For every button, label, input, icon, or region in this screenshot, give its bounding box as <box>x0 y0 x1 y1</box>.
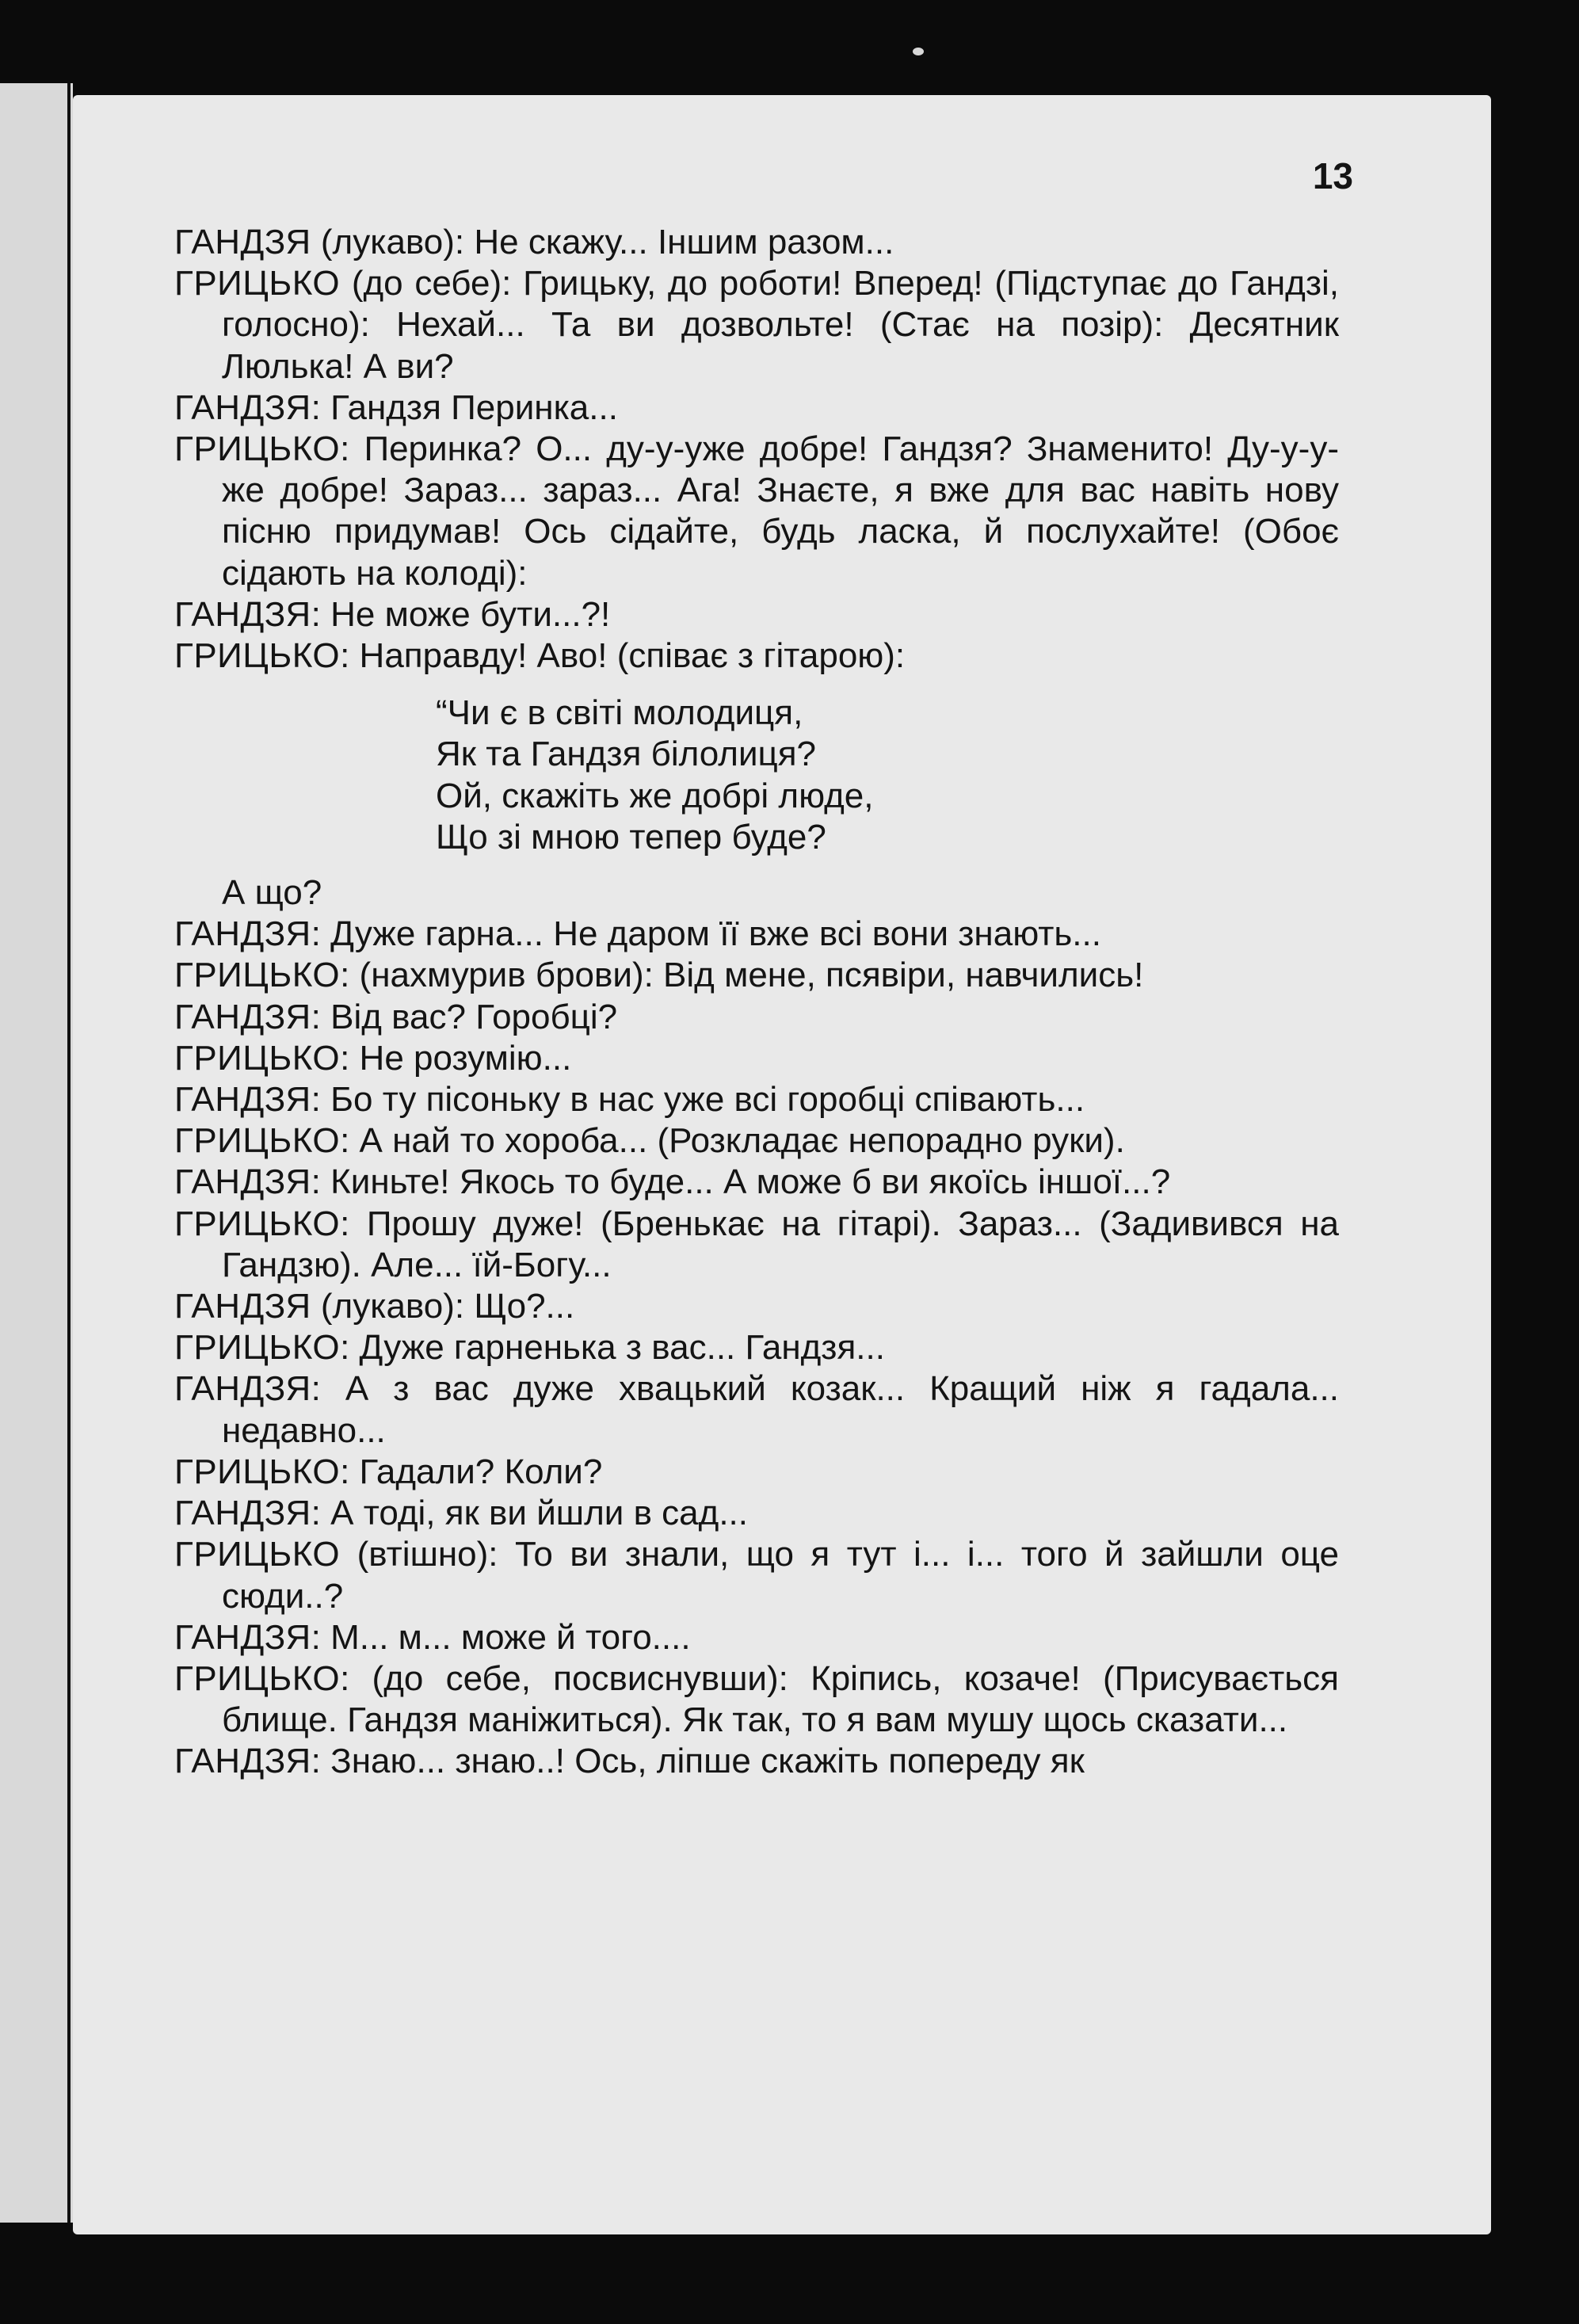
after-song-line: А що? <box>222 873 322 913</box>
dialogue-after-song <box>174 914 1339 1782</box>
dialogue-text: : (нахмурив брови): Від мене, псявіри, навчились! <box>340 956 1144 995</box>
dialogue-line <box>174 429 1339 594</box>
speaker-name: ГРИЦЬКО <box>174 1328 341 1368</box>
dialogue-line <box>174 1162 1339 1203</box>
dialogue-text: : Бо ту пісоньку в нас уже всі горобці співають... <box>311 1080 1085 1120</box>
dialogue-line <box>174 1368 1339 1451</box>
dialogue-text: : Від вас? Горобці? <box>311 997 618 1036</box>
speaker-name: ГАНДЗЯ <box>174 997 311 1036</box>
play-text <box>174 222 1339 1783</box>
speaker-name: ГАНДЗЯ <box>174 1080 311 1120</box>
speaker-name: ГРИЦЬКО <box>174 1452 341 1491</box>
dialogue-text: : Прошу дуже! (Бренькає на гітарі). Зараз... (Задивився на Гандзю). Але... їй-Богу... <box>222 1204 1339 1284</box>
speaker-name: ГАНДЗЯ <box>174 1162 311 1202</box>
dialogue-text: (лукаво): Що?... <box>311 1287 575 1326</box>
dialogue-text: : Гадали? Коли? <box>340 1452 603 1491</box>
dialogue-line <box>174 1658 1339 1741</box>
dialogue-text: : (до себе, посвиснувши): Кріпись, козаче! (Присувається блище. Гандзя маніжиться). Як так, то я вам мушу щось сказати... <box>222 1658 1339 1740</box>
dialogue-text: : Дуже гарненька з вас... Гандзя... <box>340 1328 885 1368</box>
dialogue-line <box>174 1327 1339 1368</box>
song-line: Що зі мною тепер буде? <box>436 817 826 857</box>
dialogue-line <box>174 1079 1339 1120</box>
song-verse <box>174 693 1339 858</box>
dust-speck <box>913 48 924 55</box>
dialogue-line <box>174 1286 1339 1327</box>
dialogue-line <box>174 914 1339 955</box>
page-number: 13 <box>1312 155 1353 197</box>
speaker-name: ГАНДЗЯ <box>174 1742 311 1781</box>
song-line: Як та Гандзя білолиця? <box>436 735 817 774</box>
dialogue-text: : М... м... може й того.... <box>311 1617 691 1657</box>
dialogue-text: : Киньте! Якось то буде... А може б ви якоїсь іншої...? <box>311 1162 1171 1202</box>
speaker-name: ГАНДЗЯ <box>174 914 311 954</box>
dialogue-line <box>174 955 1339 996</box>
dialogue-text: : Знаю... знаю..! Ось, ліпше скажіть попереду як <box>311 1742 1085 1781</box>
dialogue-line <box>174 1452 1339 1493</box>
speaker-name: ГРИЦЬКО <box>174 1535 341 1574</box>
speaker-name: ГРИЦЬКО <box>174 1038 341 1078</box>
speaker-name: ГАНДЗЯ <box>174 1494 311 1533</box>
dialogue-line <box>174 635 1339 677</box>
dialogue-line <box>174 594 1339 635</box>
dialogue-text: (лукаво): Не скажу... Іншим разом... <box>311 223 894 261</box>
speaker-name: ГАНДЗЯ <box>174 387 311 427</box>
speaker-name: ГРИЦЬКО <box>174 429 341 469</box>
dialogue-line <box>174 263 1339 387</box>
dialogue-before-song <box>174 222 1339 677</box>
dialogue-line <box>174 997 1339 1038</box>
dialogue-text: : Не може бути...?! <box>311 594 611 634</box>
speaker-name: ГАНДЗЯ <box>174 1369 311 1409</box>
dialogue-text: : А з вас дуже хвацький козак... Кращий ніж я гадала... недавно... <box>222 1369 1339 1450</box>
dialogue-line <box>174 1741 1339 1782</box>
facing-page-edge <box>0 83 73 2223</box>
song-line: “Чи є в світі молодиця, <box>436 693 803 733</box>
dialogue-line <box>174 1534 1339 1616</box>
speaker-name: ГАНДЗЯ <box>174 594 311 634</box>
dialogue-line <box>174 1493 1339 1534</box>
speaker-name: ГАНДЗЯ <box>174 223 311 261</box>
speaker-name: ГРИЦЬКО <box>174 1658 341 1698</box>
speaker-name: ГАНДЗЯ <box>174 1287 311 1326</box>
speaker-name: ГРИЦЬКО <box>174 636 341 676</box>
dialogue-text: (втішно): То ви знали, що я тут і... і... того й зайшли оце сюди..? <box>222 1535 1339 1616</box>
dialogue-text: : Дуже гарна... Не даром її вже всі вони знають... <box>311 914 1101 954</box>
dialogue-line <box>174 222 1339 263</box>
dialogue-text: (до себе): Грицьку, до роботи! Вперед! (Підступає до Гандзі, голосно): Нехай... Та ви дозвольте! (Стає на позір): Десятник Люлька! А ви? <box>222 264 1339 386</box>
dialogue-text: : Направду! Аво! (співає з гітарою): <box>340 636 906 676</box>
dialogue-text: : Гандзя Перинка... <box>311 387 618 427</box>
dialogue-line <box>174 1204 1339 1286</box>
dialogue-line <box>174 387 1339 429</box>
speaker-name: ГРИЦЬКО <box>174 1121 341 1161</box>
dialogue-line <box>174 1038 1339 1079</box>
speaker-name: ГРИЦЬКО <box>174 264 341 303</box>
speaker-name: ГАНДЗЯ <box>174 1617 311 1657</box>
dialogue-text: : Не розумію... <box>340 1038 572 1078</box>
dialogue-line <box>174 1617 1339 1658</box>
speaker-name: ГРИЦЬКО <box>174 956 341 995</box>
dialogue-line <box>174 1120 1339 1162</box>
dialogue-text: : А тоді, як ви йшли в сад... <box>311 1494 749 1533</box>
book-gutter-line <box>67 83 71 2223</box>
dialogue-text: : Перинка? О... ду-у-уже добре! Гандзя? Знаменито! Ду-у-у-же добре! Зараз... зараз... Ага! Знаєте, я вже для вас навіть нову пісню придумав! Ось сідайте, будь ласка, й послухайте! (Обоє сідають на колоді): <box>222 429 1339 593</box>
song-line: Ой, скажіть же добрі люде, <box>436 776 874 815</box>
speaker-name: ГРИЦЬКО <box>174 1204 341 1243</box>
dialogue-text: : А най то хороба... (Розкладає непорадно руки). <box>340 1121 1125 1161</box>
